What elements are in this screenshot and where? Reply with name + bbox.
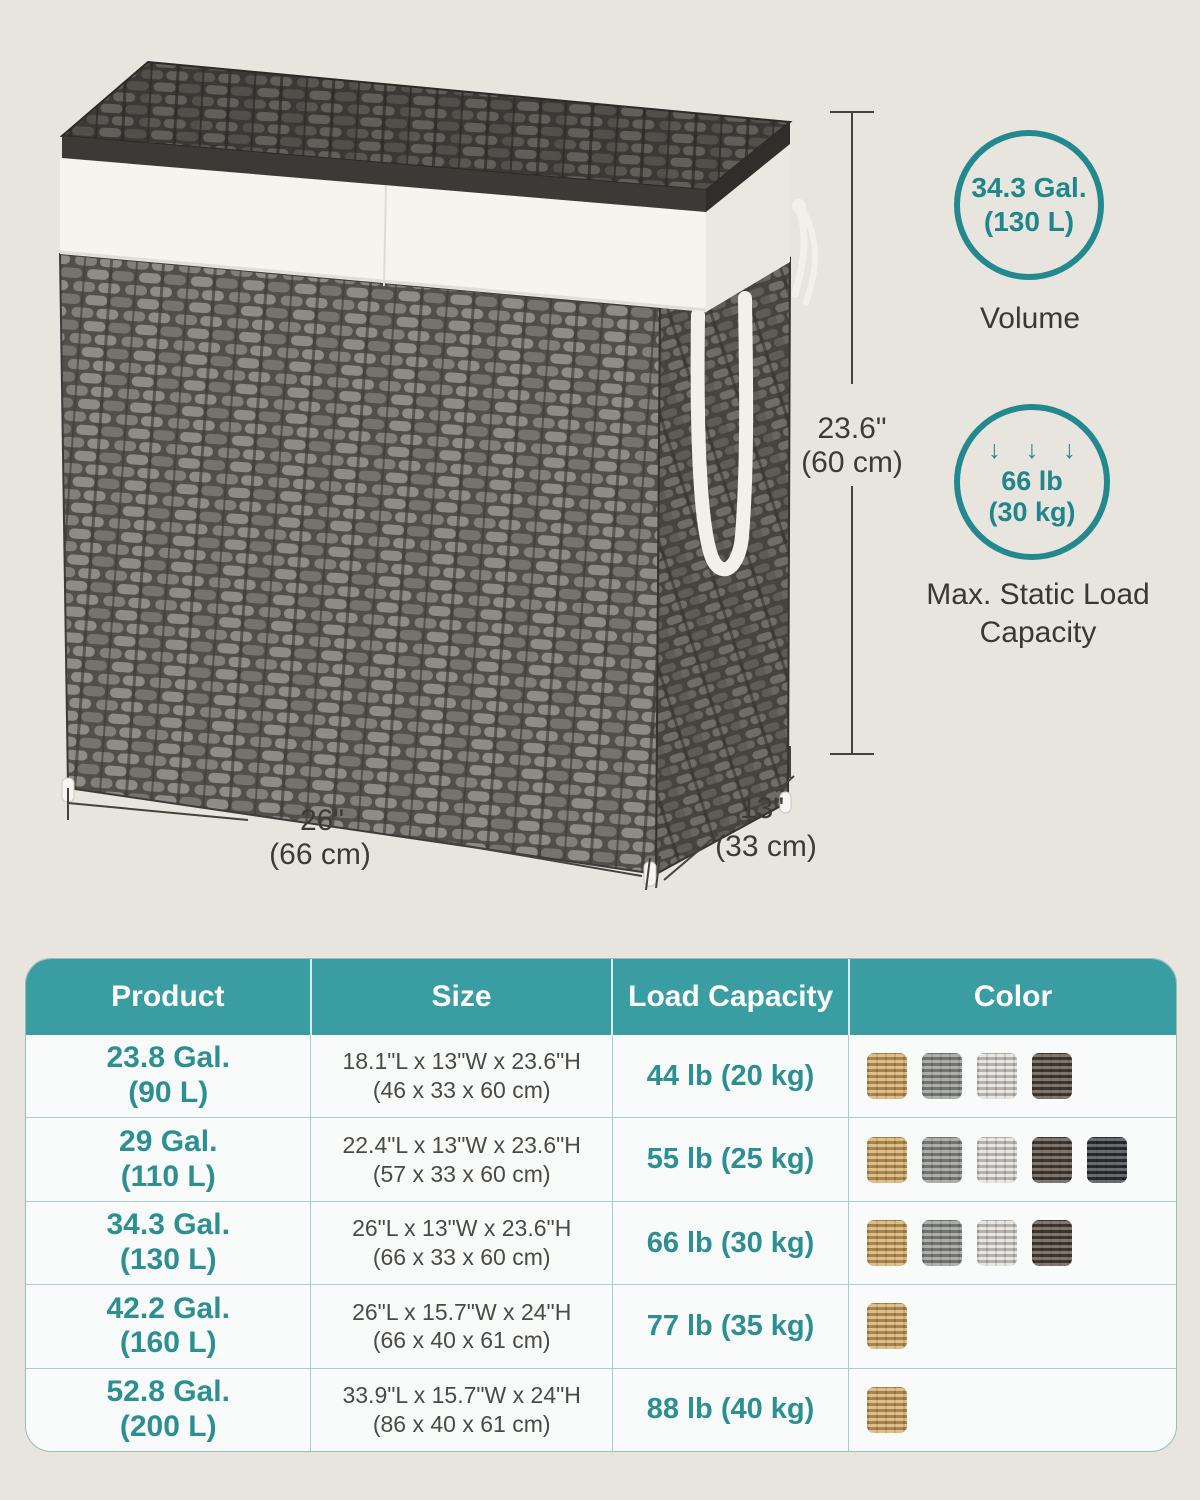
header-color: Color: [973, 980, 1053, 1013]
table-header-row: [26, 959, 1176, 1035]
volume-value: 34.3 Gal.: [971, 172, 1087, 204]
color-swatch-tan: [867, 1053, 907, 1099]
table-row: [26, 1368, 1176, 1451]
color-swatch-tan: [867, 1387, 907, 1433]
load-capacity-cell: [613, 1035, 849, 1117]
load-label-line2: Capacity: [979, 615, 1097, 649]
size-cm: (66 x 40 x 61 cm): [372, 1327, 551, 1354]
load-capacity-value: 44 lb (20 kg): [646, 1059, 815, 1092]
load-capacity-cell: [613, 1202, 849, 1284]
down-arrows-icon: ↓ ↓ ↓: [988, 435, 1085, 464]
width-inches: 26": [299, 804, 345, 837]
product-cell: [26, 1118, 311, 1200]
product-cell: [26, 1202, 311, 1284]
color-swatch-gray: [922, 1137, 962, 1183]
size-cell: [311, 1202, 613, 1284]
header-size: Size: [312, 959, 614, 1035]
load-capacity-label: [888, 576, 1188, 651]
load-capacity-value: 66 lb (30 kg): [646, 1226, 815, 1259]
color-swatch-white: [977, 1137, 1017, 1183]
load-capacity-cell: [613, 1369, 849, 1451]
volume-value-metric: (130 L): [983, 206, 1075, 237]
color-swatch-white: [977, 1053, 1017, 1099]
product-cell: [26, 1285, 311, 1367]
color-cell: [849, 1285, 1176, 1367]
product-comparison-table: [25, 958, 1177, 1452]
color-cell: [849, 1035, 1176, 1117]
color-swatch-brown: [1032, 1053, 1072, 1099]
size-inches: 26"L x 13"W x 23.6"H: [352, 1215, 572, 1242]
height-cm: (60 cm): [801, 446, 903, 479]
size-cell: [311, 1285, 613, 1367]
size-inches: 33.9"L x 15.7"W x 24"H: [342, 1382, 581, 1409]
table-row: [26, 1035, 1176, 1117]
load-capacity-badge: [954, 404, 1110, 560]
color-swatch-white: [977, 1220, 1017, 1266]
size-cell: [311, 1369, 613, 1451]
header-load-capacity: Load Capacity: [613, 959, 850, 1035]
table-row: [26, 1284, 1176, 1367]
size-cm: (66 x 33 x 60 cm): [372, 1244, 551, 1271]
product-volume: 52.8 Gal.: [106, 1375, 230, 1409]
product-volume-metric: (90 L): [128, 1076, 209, 1110]
size-cm: (86 x 40 x 61 cm): [372, 1410, 551, 1437]
color-cell: [849, 1202, 1176, 1284]
color-swatch-brown: [1032, 1137, 1072, 1183]
size-inches: 22.4"L x 13"W x 23.6"H: [342, 1131, 581, 1158]
color-swatch-tan: [867, 1137, 907, 1183]
size-cm: (46 x 33 x 60 cm): [372, 1077, 551, 1104]
size-cell: [311, 1118, 613, 1200]
product-volume-metric: (110 L): [120, 1159, 216, 1193]
product-volume-metric: (160 L): [119, 1326, 217, 1360]
size-cell: [311, 1035, 613, 1117]
header-product: Product: [26, 959, 312, 1035]
load-capacity-value: 55 lb (25 kg): [646, 1143, 815, 1176]
table-row: [26, 1201, 1176, 1284]
product-cell: [26, 1369, 311, 1451]
table-row: [26, 1117, 1176, 1200]
color-swatch-tan: [867, 1220, 907, 1266]
load-value-metric: (30 kg): [988, 497, 1076, 528]
size-inches: 26"L x 15.7"W x 24"H: [352, 1298, 572, 1325]
product-volume: 23.8 Gal.: [106, 1041, 230, 1075]
color-swatch-gray: [922, 1053, 962, 1099]
volume-badge: [954, 130, 1104, 280]
color-cell: [849, 1118, 1176, 1200]
load-capacity-cell: [613, 1285, 849, 1367]
product-volume: 42.2 Gal.: [106, 1291, 230, 1325]
color-swatch-tan: [867, 1303, 907, 1349]
liner-ribbon-tie: [792, 199, 815, 302]
product-volume: 29 Gal.: [119, 1124, 218, 1158]
load-value: 66 lb: [1001, 466, 1063, 497]
size-inches: 18.1"L x 13"W x 23.6"H: [342, 1048, 581, 1075]
load-capacity-value: 88 lb (40 kg): [646, 1393, 815, 1426]
load-label-line1: Max. Static Load: [926, 578, 1150, 611]
hamper-body: [60, 254, 791, 886]
color-swatch-brown: [1032, 1220, 1072, 1266]
load-capacity-value: 77 lb (35 kg): [646, 1309, 815, 1342]
product-volume-metric: (200 L): [119, 1409, 217, 1443]
color-cell: [849, 1369, 1176, 1451]
height-inches: 23.6": [817, 412, 887, 445]
product-cell: [26, 1035, 311, 1117]
width-cm: (66 cm): [269, 838, 371, 871]
product-volume-metric: (130 L): [119, 1243, 217, 1277]
depth-cm: (33 cm): [715, 830, 817, 863]
table-body: [26, 1035, 1176, 1451]
volume-label: Volume: [979, 302, 1081, 335]
product-volume: 34.3 Gal.: [106, 1208, 230, 1242]
hamper-product-image: [0, 0, 920, 930]
color-swatch-black: [1087, 1137, 1127, 1183]
load-capacity-cell: [613, 1118, 849, 1200]
color-swatch-gray: [922, 1220, 962, 1266]
depth-inches: 13": [739, 792, 785, 825]
size-cm: (57 x 33 x 60 cm): [372, 1160, 551, 1187]
